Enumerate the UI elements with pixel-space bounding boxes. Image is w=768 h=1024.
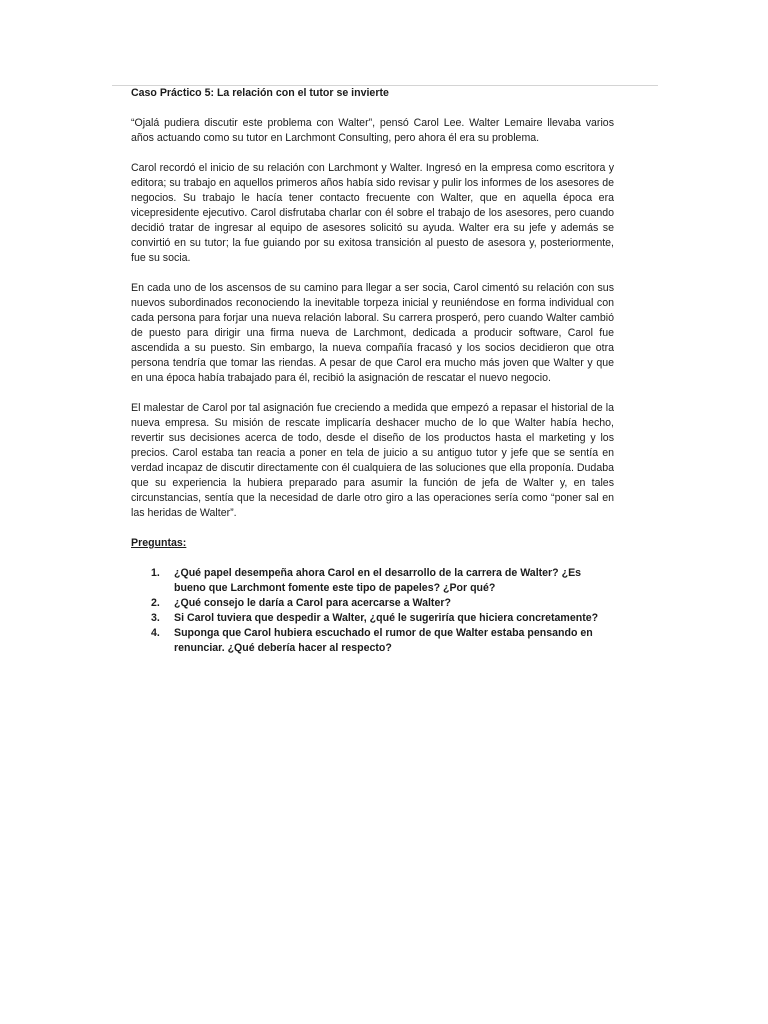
paragraph-intro: “Ojalá pudiera discutir este problema con Walter”, pensó Carol Lee. Walter Lemaire llevaba varios años actuando como su tutor en Larchmont Consulting, pero ahora él era su problema. — [131, 117, 614, 144]
question-text: ¿Qué consejo le daría a Carol para acercarse a Walter? — [174, 597, 451, 609]
question-text: ¿Qué papel desempeña ahora Carol en el desarrollo de la carrera de Walter? ¿Es bueno que Larchmont fomente este tipo de papeles? ¿Por qué? — [174, 567, 582, 594]
question-text: Suponga que Carol hubiera escuchado el rumor de que Walter estaba pensando en renunciar. ¿Qué debería hacer al respecto? — [174, 627, 593, 654]
paragraph-promotions: En cada uno de los ascensos de su camino para llegar a ser socia, Carol cimentó su relación con sus nuevos subordinados reconociendo la inevitable torpeza inicial y reuniéndose en forma individual con cada persona para forjar una nueva relación laboral. Su carrera prosperó, pero cuando Walter cambió de puesto para dirigir una firma nueva de Larchmont, dedicada a producir software, Carol fue ascendida a su puesto. Sin embargo, la nueva compañía fracasó y los socios decidieron que otra persona tendría que tomar las riendas. A pesar de que Carol era mucho más joven que Walter y que en una época había trabajado para él, recibió la asignación de rescatar el nuevo negocio. — [131, 282, 614, 384]
question-item — [131, 596, 614, 611]
question-item — [131, 566, 614, 596]
paragraph-discomfort: El malestar de Carol por tal asignación fue creciendo a medida que empezó a repasar el historial de la nueva empresa. Su misión de rescate implicaría deshacer mucho de lo que Walter había hecho, revertir sus decisiones acerca de todo, desde el diseño de los productos hasta el marketing y los precios. Carol estaba tan reacia a poner en tela de juicio a su antiguo tutor y jefe que se sentía en verdad incapaz de discutir directamente con él cualquiera de las soluciones que ella proponía. Dudaba que su experiencia la hubiera preparado para asumir la función de jefa de Walter y, en tales circunstancias, sentía que la necesidad de darle otro giro a las operaciones sería como “poner sal en las heridas de Walter”. — [131, 402, 614, 519]
document-title: Caso Práctico 5: La relación con el tutor se invierte — [131, 87, 389, 99]
question-item — [131, 611, 614, 626]
questions-heading: Preguntas: — [131, 537, 187, 549]
document-body — [131, 86, 614, 656]
question-number: 1. — [151, 567, 160, 579]
question-text: Si Carol tuviera que despedir a Walter, ¿qué le sugeriría que hiciera concretamente? — [174, 612, 599, 624]
question-number: 2. — [151, 597, 160, 609]
questions-list — [131, 566, 614, 656]
question-number: 3. — [151, 612, 160, 624]
question-item — [131, 626, 614, 656]
paragraph-background: Carol recordó el inicio de su relación con Larchmont y Walter. Ingresó en la empresa como escritora y editora; su trabajo en aquellos primeros años había sido revisar y pulir los informes de los asesores de negocios. Su trabajo le hacía tener contacto frecuente con Walter, que en aquella época era vicepresidente ejecutivo. Carol disfrutaba charlar con él sobre el trabajo de los asesores, pero cuando decidió tratar de ingresar al equipo de asesores solicitó su ayuda. Walter era su jefe y además se convirtió en su tutor; la fue guiando por su exitosa transición al puesto de asesora y, posteriormente, fue su socia. — [131, 162, 614, 264]
question-number: 4. — [151, 627, 160, 639]
